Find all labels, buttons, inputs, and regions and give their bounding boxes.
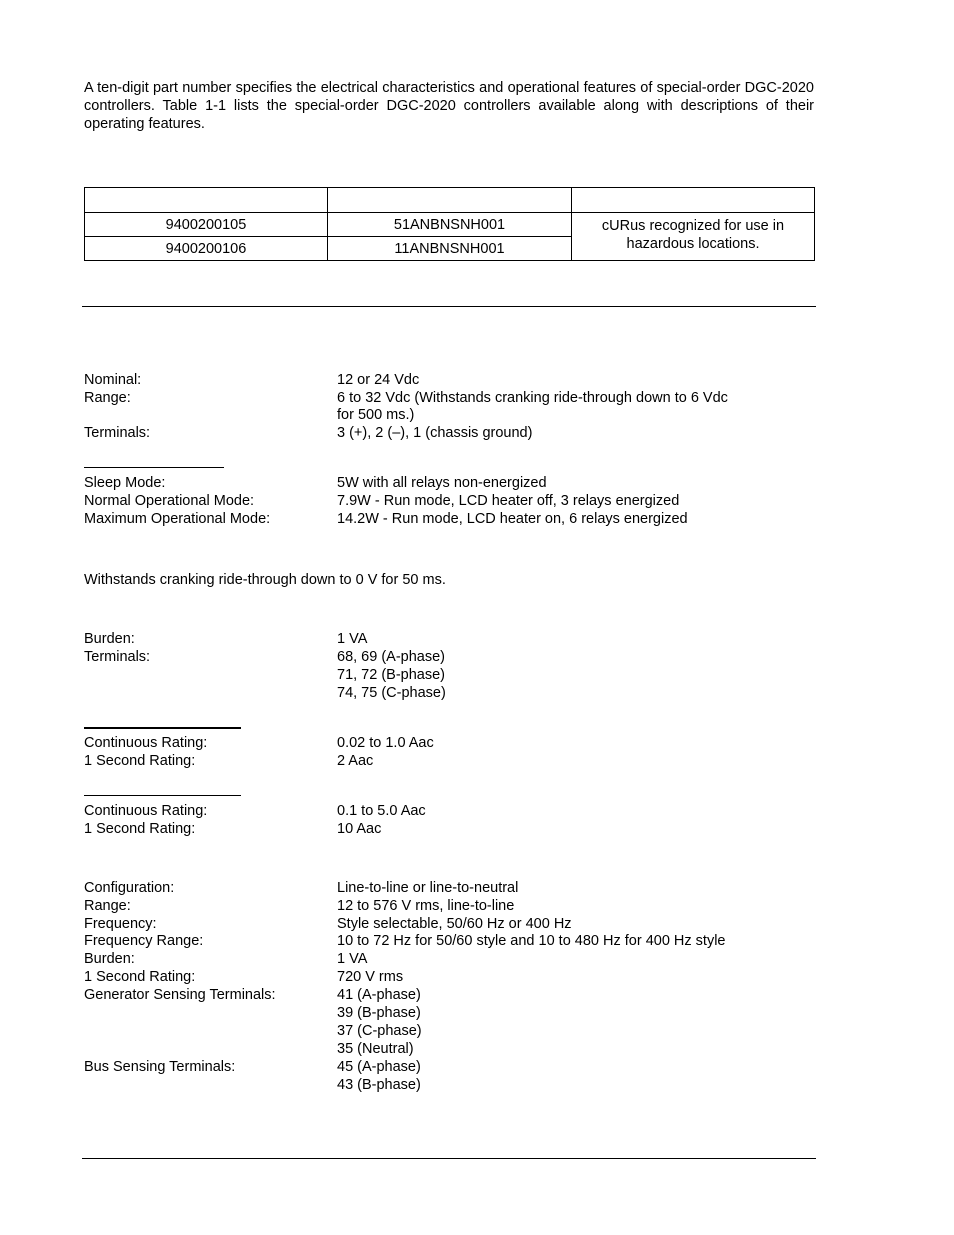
spec-label: 1 Second Rating: [84, 753, 196, 769]
spec-value: for 500 ms.) [337, 407, 415, 423]
spec-label: Sleep Mode: [84, 475, 166, 491]
spec-value: 5W with all relays non-energized [337, 475, 547, 491]
spec-label: Configuration: [84, 880, 175, 896]
subheading-rule [84, 795, 241, 796]
part-number-cell: 9400200106 [85, 237, 328, 261]
spec-label: Terminals: [84, 425, 151, 441]
spec-label: Generator Sensing Terminals: [84, 987, 276, 1003]
spec-label: Normal Operational Mode: [84, 493, 255, 509]
spec-value: 14.2W - Run mode, LCD heater on, 6 relays energized [337, 511, 688, 527]
subheading-rule [84, 467, 224, 468]
spec-value: 37 (C-phase) [337, 1023, 422, 1039]
spec-label: Range: [84, 898, 131, 914]
spec-label: Range: [84, 390, 131, 406]
spec-value: 2 Aac [337, 753, 374, 769]
spec-value: 1 VA [337, 951, 368, 967]
spec-label: 1 Second Rating: [84, 821, 196, 837]
spec-value: 45 (A-phase) [337, 1059, 421, 1075]
table-header-cell [572, 188, 815, 213]
spec-value: 39 (B-phase) [337, 1005, 421, 1021]
spec-label: Burden: [84, 951, 135, 967]
spec-label: Frequency Range: [84, 933, 204, 949]
special-order-table [84, 187, 815, 261]
spec-value: 43 (B-phase) [337, 1077, 421, 1093]
description-cell: cURus recognized for use in hazardous locations. [572, 213, 815, 261]
spec-value: Line-to-line or line-to-neutral [337, 880, 519, 896]
spec-value: 7.9W - Run mode, LCD heater off, 3 relays energized [337, 493, 680, 509]
spec-value: 0.1 to 5.0 Aac [337, 803, 426, 819]
spec-value: 6 to 32 Vdc (Withstands cranking ride-through down to 6 Vdc [337, 390, 728, 406]
footer-divider [82, 1158, 816, 1159]
spec-value: 1 VA [337, 631, 368, 647]
spec-label: Frequency: [84, 916, 157, 932]
spec-value: 41 (A-phase) [337, 987, 421, 1003]
spec-value: 10 Aac [337, 821, 382, 837]
spec-label: Bus Sensing Terminals: [84, 1059, 236, 1075]
spec-label: Continuous Rating: [84, 803, 208, 819]
intro-paragraph: A ten-digit part number specifies the electrical characteristics and operational features of special-order DGC-2020 controllers. Table 1-1 lists the special-order DGC-2020 controllers available along with descriptions of their operating features. [84, 80, 814, 132]
subheading-rule [84, 727, 241, 729]
spec-value: 10 to 72 Hz for 50/60 style and 10 to 480 Hz for 400 Hz style [337, 933, 726, 949]
spec-label: Nominal: [84, 372, 142, 388]
table-header-cell [328, 188, 572, 213]
spec-value: 3 (+), 2 (–), 1 (chassis ground) [337, 425, 533, 441]
table-header-cell [85, 188, 328, 213]
part-number-cell: 9400200105 [85, 213, 328, 237]
spec-label: Maximum Operational Mode: [84, 511, 271, 527]
ride-through-text: Withstands cranking ride-through down to 0 V for 50 ms. [84, 572, 446, 588]
spec-value: 68, 69 (A-phase) [337, 649, 446, 665]
spec-label: Terminals: [84, 649, 151, 665]
spec-value: 12 to 576 V rms, line-to-line [337, 898, 515, 914]
spec-value: 12 or 24 Vdc [337, 372, 420, 388]
spec-label: 1 Second Rating: [84, 969, 196, 985]
spec-value: 720 V rms [337, 969, 404, 985]
style-number-cell: 11ANBNSNH001 [328, 237, 572, 261]
spec-value: 35 (Neutral) [337, 1041, 414, 1057]
spec-value: 74, 75 (C-phase) [337, 685, 446, 701]
style-number-cell: 51ANBNSNH001 [328, 213, 572, 237]
spec-value: Style selectable, 50/60 Hz or 400 Hz [337, 916, 572, 932]
spec-value: 0.02 to 1.0 Aac [337, 735, 434, 751]
section-divider [82, 306, 816, 307]
spec-label: Burden: [84, 631, 135, 647]
table-header-row [85, 188, 815, 213]
spec-value: 71, 72 (B-phase) [337, 667, 446, 683]
table-row [85, 213, 815, 237]
spec-label: Continuous Rating: [84, 735, 208, 751]
